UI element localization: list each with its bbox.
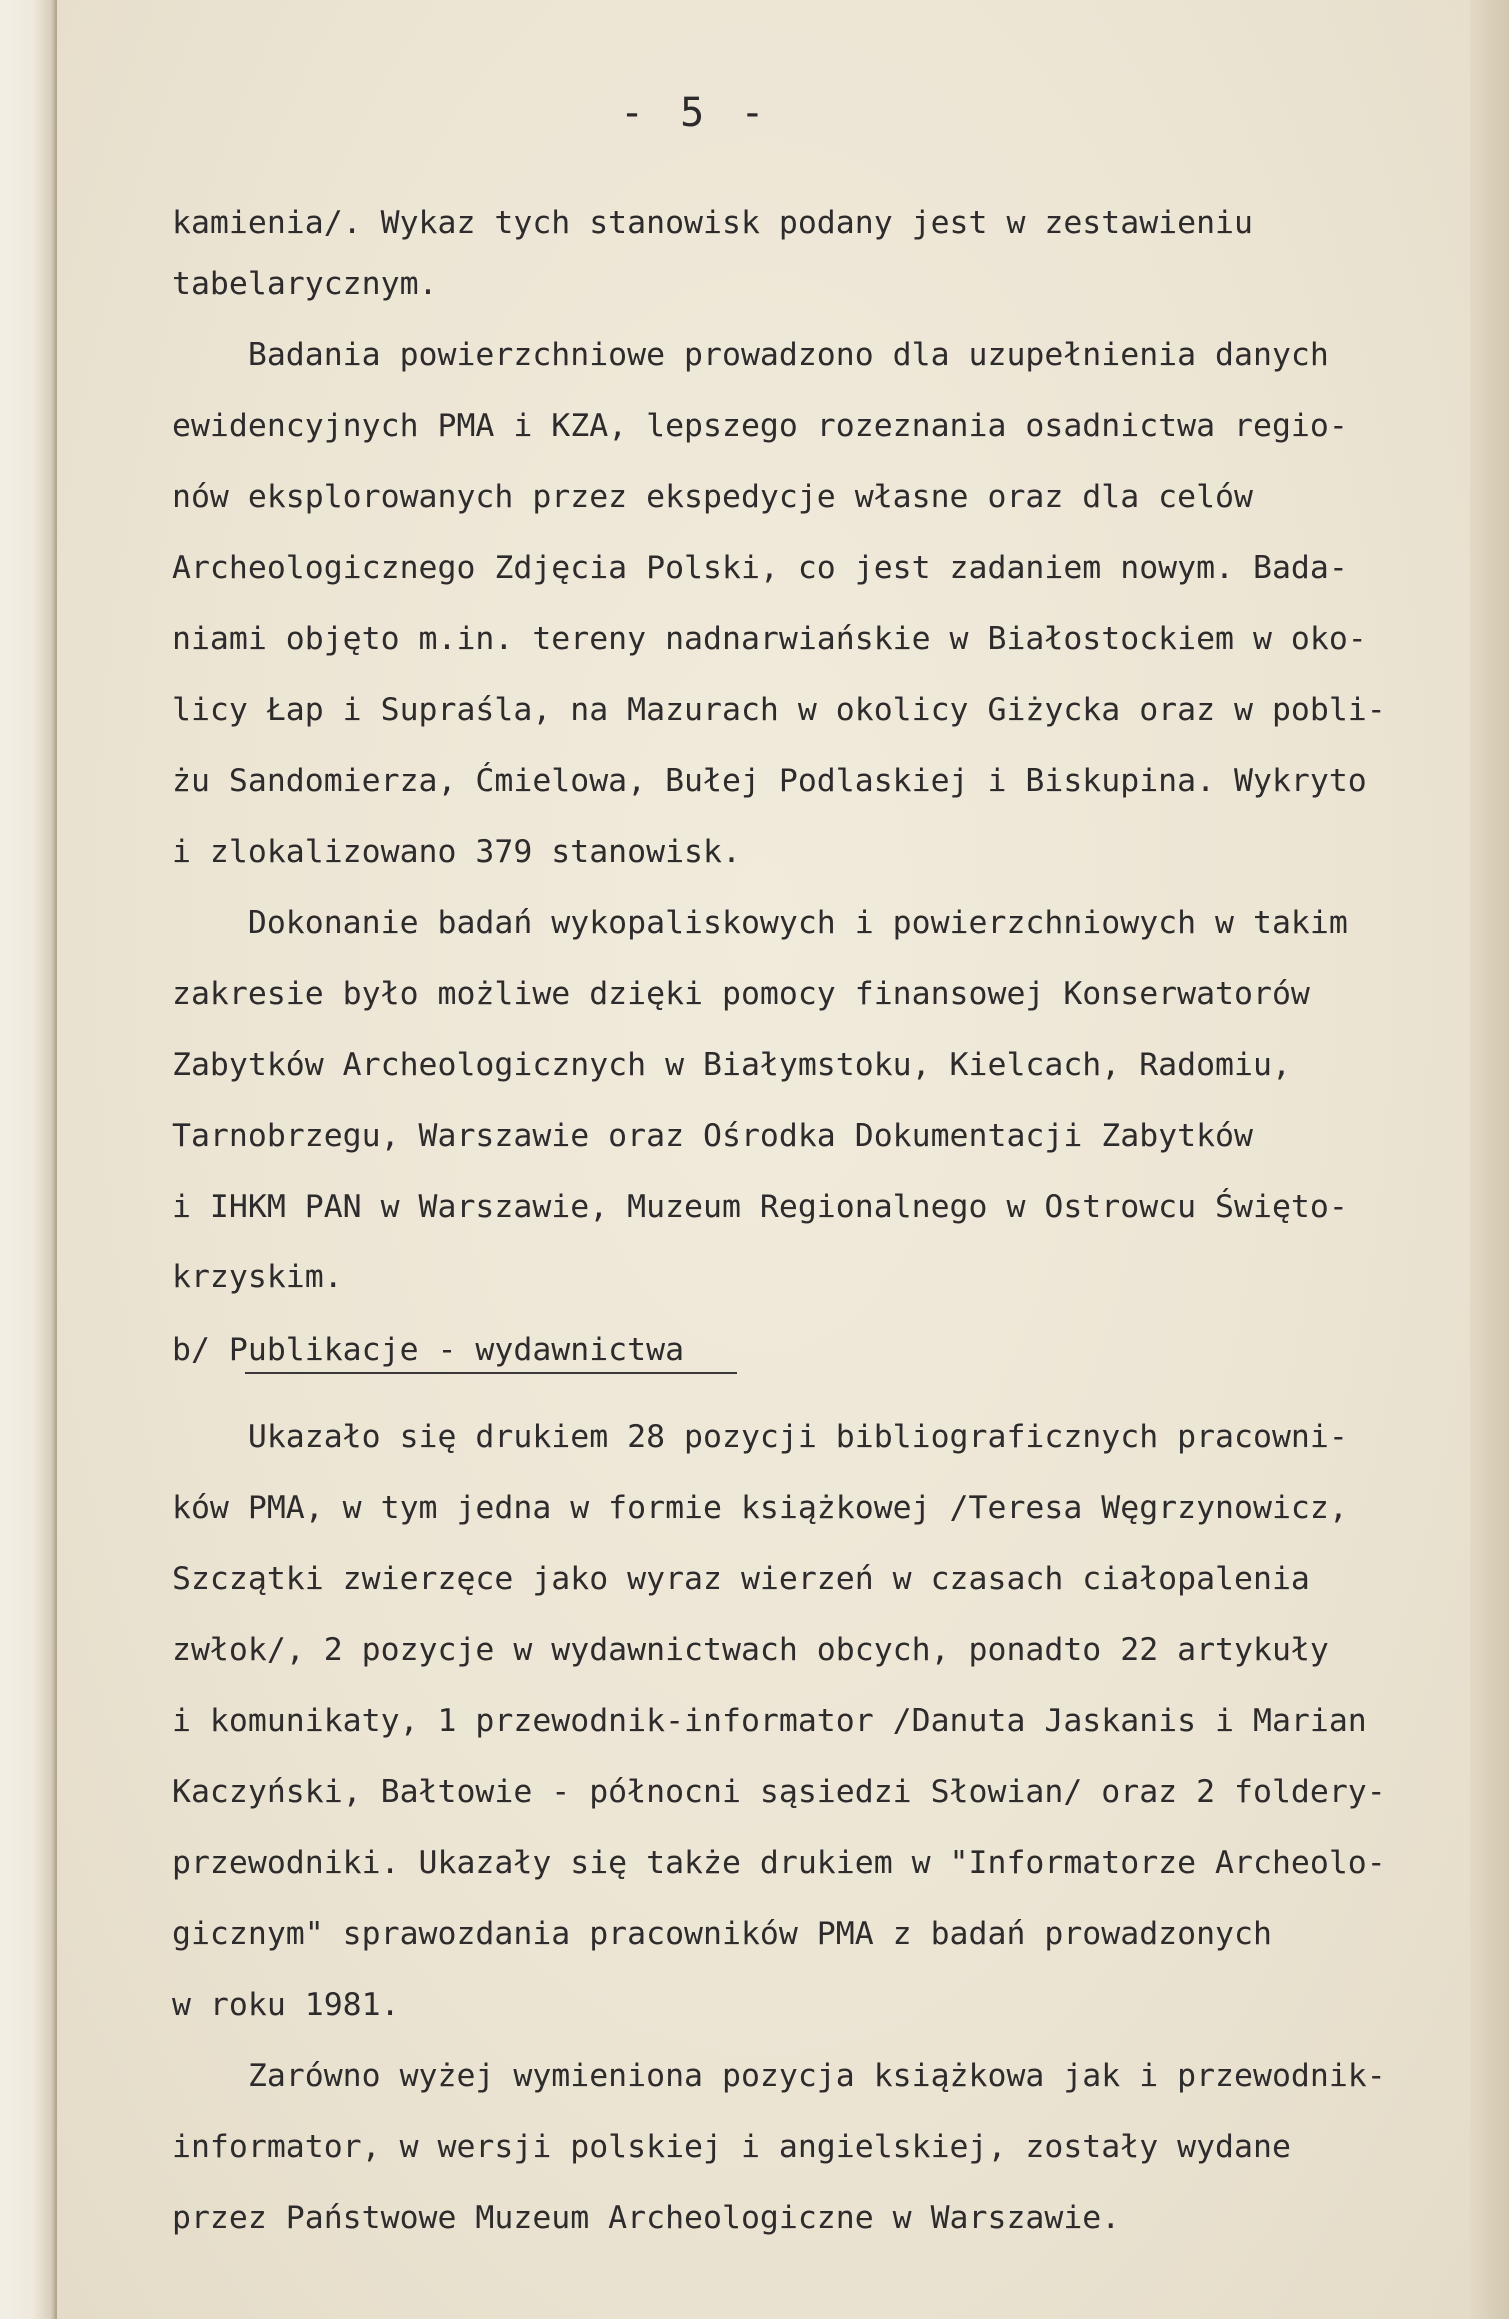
text-line: Ukazało się drukiem 28 pozycji bibliograficznych pracowni-	[172, 1419, 1348, 1455]
text-line: przewodniki. Ukazały się także drukiem w "Informatorze Archeolo-	[172, 1845, 1386, 1881]
text-line: licy Łap i Supraśla, na Mazurach w okolicy Giżycka oraz w pobli-	[172, 692, 1386, 728]
left-page-edge	[0, 0, 57, 2319]
text-line: i IHKM PAN w Warszawie, Muzeum Regionalnego w Ostrowcu Święto-	[172, 1189, 1348, 1225]
text-line: kamienia/. Wykaz tych stanowisk podany jest w zestawieniu	[172, 205, 1253, 241]
text-line: przez Państwowe Muzeum Archeologiczne w Warszawie.	[172, 2200, 1121, 2236]
heading-underline	[245, 1372, 737, 1374]
text-line: żu Sandomierza, Ćmielowa, Bułej Podlaskiej i Biskupina. Wykryto	[172, 763, 1367, 799]
section-heading: b/ Publikacje - wydawnictwa	[172, 1332, 685, 1368]
text-line: i komunikaty, 1 przewodnik-informator /Danuta Jaskanis i Marian	[172, 1703, 1367, 1739]
text-line: ewidencyjnych PMA i KZA, lepszego rozeznania osadnictwa regio-	[172, 408, 1348, 444]
text-line: zakresie było możliwe dzięki pomocy finansowej Konserwatorów	[172, 976, 1310, 1012]
text-line: ków PMA, w tym jedna w formie książkowej /Teresa Węgrzynowicz,	[172, 1490, 1348, 1526]
text-line: tabelarycznym.	[172, 266, 438, 302]
text-line: i zlokalizowano 379 stanowisk.	[172, 834, 741, 870]
right-binding-edge	[1470, 0, 1509, 2319]
text-line: Dokonanie badań wykopaliskowych i powierzchniowych w takim	[172, 905, 1348, 941]
text-line: Archeologicznego Zdjęcia Polski, co jest zadaniem nowym. Bada-	[172, 550, 1348, 586]
page-number: - 5 -	[620, 90, 771, 136]
text-line: krzyskim.	[172, 1259, 343, 1295]
text-line: gicznym" sprawozdania pracowników PMA z badań prowadzonych	[172, 1916, 1272, 1952]
text-line: Zarówno wyżej wymieniona pozycja książkowa jak i przewodnik-	[172, 2058, 1386, 2094]
text-line: zwłok/, 2 pozycje w wydawnictwach obcych, ponadto 22 artykuły	[172, 1632, 1329, 1668]
text-line: Badania powierzchniowe prowadzono dla uzupełnienia danych	[172, 337, 1329, 373]
text-line: Szczątki zwierzęce jako wyraz wierzeń w czasach ciałopalenia	[172, 1561, 1310, 1597]
text-line: Tarnobrzegu, Warszawie oraz Ośrodka Dokumentacji Zabytków	[172, 1118, 1253, 1154]
text-line: Kaczyński, Bałtowie - północni sąsiedzi Słowian/ oraz 2 foldery-	[172, 1774, 1386, 1810]
text-line: w roku 1981.	[172, 1987, 400, 2023]
text-line: informator, w wersji polskiej i angielskiej, zostały wydane	[172, 2129, 1291, 2165]
text-line: Zabytków Archeologicznych w Białymstoku, Kielcach, Radomiu,	[172, 1047, 1291, 1083]
text-line: niami objęto m.in. tereny nadnarwiańskie w Białostockiem w oko-	[172, 621, 1367, 657]
text-line: nów eksplorowanych przez ekspedycje własne oraz dla celów	[172, 479, 1253, 515]
